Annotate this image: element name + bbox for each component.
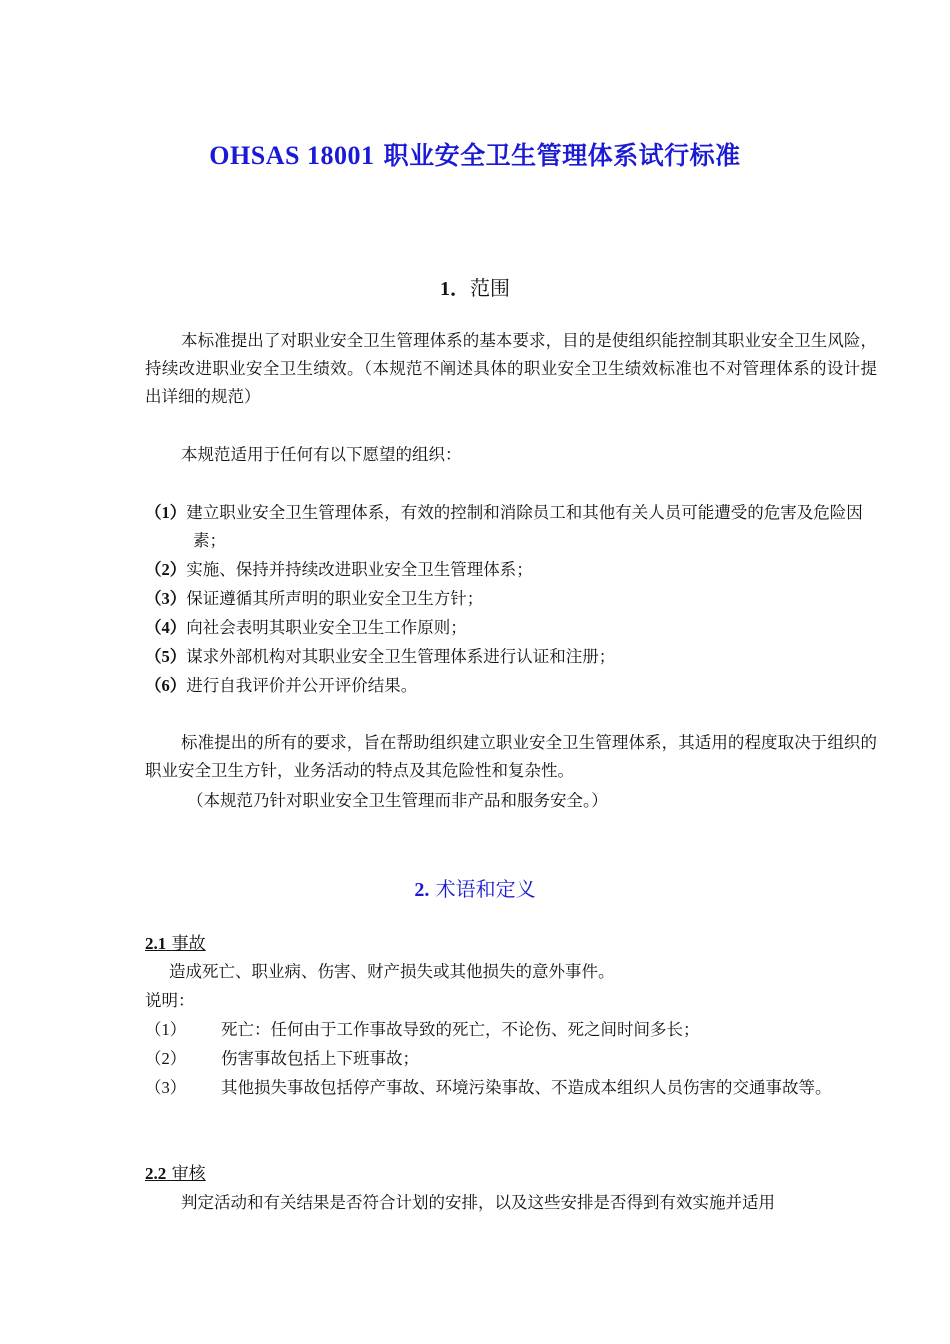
list-item	[145, 556, 877, 584]
notes-label: 说明：	[145, 991, 195, 1010]
requirements-paragraph: 标准提出的所有的要求，旨在帮助组织建立职业安全卫生管理体系，其适用的程度取决于组织的职业安全卫生方针，业务活动的特点及其危险性和复杂性。	[145, 733, 877, 780]
scope-note: （本规范乃针对职业安全卫生管理而非产品和服务安全。）	[187, 791, 608, 810]
note-item	[145, 1016, 877, 1044]
title-text: 职业安全卫生管理体系试行标准	[383, 141, 741, 170]
note-text: 死亡：任何由于工作事故导致的死亡，不论伤、死之间时间多长；	[221, 1020, 700, 1039]
list-item-text: 谋求外部机构对其职业安全卫生管理体系进行认证和注册；	[186, 647, 616, 666]
section-1-title: 范围	[470, 276, 510, 300]
term-heading-accident	[145, 930, 206, 958]
term-number: 2.1	[145, 934, 167, 953]
standard-code: OHSAS 18001	[209, 141, 375, 170]
term-name: 审核	[171, 1164, 206, 1184]
list-item-text: 向社会表明其职业安全卫生工作原则；	[186, 618, 467, 637]
term-heading-audit	[145, 1160, 206, 1188]
note-text: 伤害事故包括上下班事故；	[221, 1049, 419, 1068]
section-1-heading	[0, 272, 950, 301]
list-item-text: 进行自我评价并公开评价结果。	[186, 676, 418, 695]
section-2-heading	[0, 873, 950, 902]
list-item-text: 保证遵循其所声明的职业安全卫生方针；	[186, 589, 484, 608]
applicability-paragraph: 本规范适用于任何有以下愿望的组织：	[181, 445, 462, 464]
list-item	[145, 614, 877, 642]
note-item	[145, 1074, 877, 1102]
list-marker: （5）	[145, 647, 187, 666]
scope-intro-paragraph: 本标准提出了对职业安全卫生管理体系的基本要求，目的是使组织能控制其职业安全卫生风险，持续改进职业安全卫生绩效。（本规范不阐述具体的职业安全卫生绩效标准也不对管理体系的设计提出详细的规范）	[145, 331, 877, 406]
list-marker: （4）	[145, 618, 187, 637]
list-item	[145, 585, 877, 613]
note-marker: （2）	[145, 1049, 187, 1068]
note-text: 其他损失事故包括停产事故、环境污染事故、不造成本组织人员伤害的交通事故等。	[221, 1078, 832, 1097]
list-marker: （2）	[145, 560, 187, 579]
term-number: 2.2	[145, 1164, 167, 1183]
term-definition: 造成死亡、职业病、伤害、财产损失或其他损失的意外事件。	[169, 962, 615, 981]
list-marker: （6）	[145, 676, 187, 695]
note-marker: （3）	[145, 1078, 187, 1097]
section-1-number: 1．	[440, 278, 470, 300]
list-item-text: 实施、保持并持续改进职业安全卫生管理体系；	[186, 560, 533, 579]
document-title	[0, 136, 950, 172]
note-marker: （1）	[145, 1020, 187, 1039]
list-marker: （3）	[145, 589, 187, 608]
note-item	[145, 1045, 877, 1073]
list-item	[145, 672, 877, 700]
term-definition: 判定活动和有关结果是否符合计划的安排，以及这些安排是否得到有效实施并适用	[181, 1193, 775, 1212]
list-item	[145, 499, 877, 555]
term-name: 事故	[171, 934, 206, 954]
list-item-text: 建立职业安全卫生管理体系，有效的控制和消除员工和其他有关人员可能遭受的危害及危险因素；	[186, 503, 863, 550]
section-2-number: 2.	[414, 879, 430, 901]
section-2-title: 术语和定义	[435, 877, 536, 901]
list-item	[145, 643, 877, 671]
list-marker: （1）	[145, 503, 187, 522]
